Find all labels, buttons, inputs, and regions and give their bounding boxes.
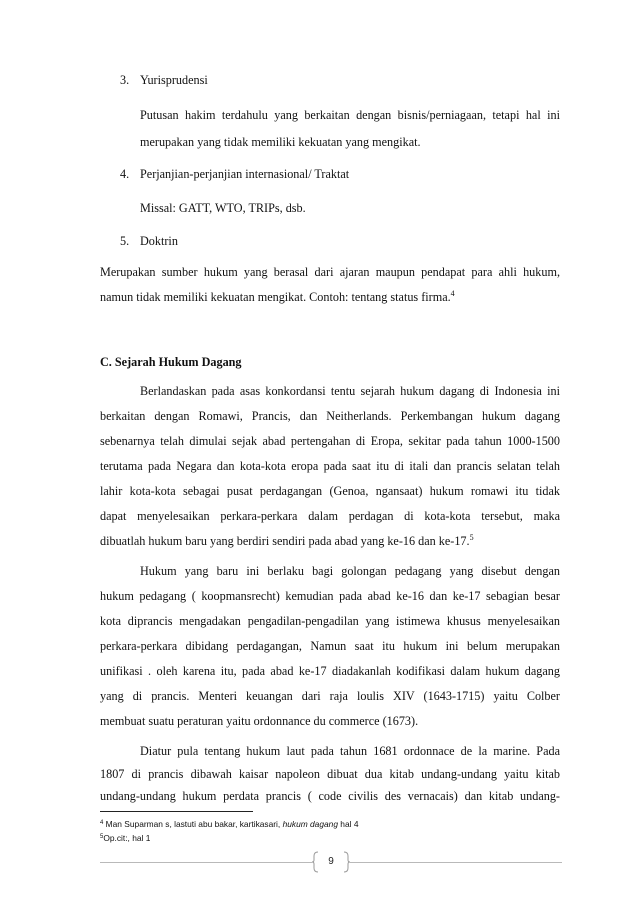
paragraph-line: perkara-perkara dibidang perdagangan, Namun saat itu hukum ini belum merupakan <box>100 639 560 653</box>
paragraph-line: Merupakan sumber hukum yang berasal dari ajaran maupun pendapat para ahli hukum, <box>100 265 560 279</box>
paragraph-line: berkaitan dengan Romawi, Prancis, dan Neitherlands. Perkembangan hukum dagang <box>100 409 560 423</box>
footer-rule-left <box>100 862 312 863</box>
list-item-title: Doktrin <box>140 234 178 248</box>
paragraph-line: terutama pada Negara dan kota-kota eropa pada saat itu di itali dan prancis selatan telah <box>100 459 560 473</box>
list-item-desc-line: merupakan yang tidak memiliki kekuatan yang mengikat. <box>140 135 421 149</box>
paragraph-line: yang di prancis. Menteri keuangan dari raja loulis XIV (1643-1715) yaitu Colber <box>100 689 560 703</box>
paragraph-line: kota diprancis mengadakan pengadilan-pengadilan yang istimewa khusus menyelesaikan <box>100 614 560 628</box>
paragraph-line: sebenarnya telah dimulai sejak abad pertengahan di Eropa, sekitar pada tahun 1000-1500 <box>100 434 560 448</box>
section-heading: C. Sejarah Hukum Dagang <box>100 355 242 369</box>
paragraph-line: 1807 di prancis dibawah kaisar napoleon dibuat dua kitab undang-undang yaitu kitab <box>100 767 560 781</box>
footnote-ref: 4 <box>450 289 455 298</box>
paragraph-line: hukum pedagang ( koopmansrecht) kemudian pada abad ke-16 dan ke-17 sebagian besar <box>100 589 560 603</box>
paragraph-line: Hukum yang baru ini berlaku bagi golongan pedagang yang disebut dengan <box>140 564 560 578</box>
paragraph-line: unifikasi . oleh karena itu, pada abad ke-17 diadakanlah kodifikasi dalam hukum dagang <box>100 664 560 678</box>
list-number: 5. <box>120 234 130 248</box>
paragraph-line: lahir kota-kota sebagai pusat perdagangan (Genoa, ngansaat) hukum romawi itu tidak <box>100 484 560 498</box>
paragraph-line: dapat menyelesaikan perkara-perkara dalam perdagan di kota-kota tersebut, maka <box>100 509 560 523</box>
footer-rule-right <box>350 862 562 863</box>
paragraph-line: namun tidak memiliki kekuatan mengikat. Contoh: tentang status firma.$^4$ <box>100 289 455 304</box>
paragraph-line: Diatur pula tentang hukum laut pada tahun 1681 ordonnace de la marine. Pada <box>140 744 560 758</box>
paragraph-line: dibuatlah hukum baru yang berdiri sendiri pada abad yang ke-16 dan ke-17.$^5$ <box>100 533 474 548</box>
footnote: $^5$Op.cit:, hal 1 <box>100 833 151 843</box>
list-number: 4. <box>120 167 130 181</box>
footnote-ref: 5 <box>469 533 474 542</box>
list-item-desc-line: Putusan hakim terdahulu yang berkaitan dengan bisnis/perniagaan, tetapi hal ini <box>140 108 560 122</box>
list-item-title: Yurisprudensi <box>140 73 208 87</box>
footnote: $^4$ Man Suparman s, lastuti abu bakar, kartikasari, hukum dagang hal 4 <box>100 819 359 829</box>
list-item-desc-line: Missal: GATT, WTO, TRIPs, dsb. <box>140 201 306 215</box>
page-number: 9 <box>328 856 334 867</box>
paragraph-line: Berlandaskan pada asas konkordansi tentu sejarah hukum dagang di Indonesia ini <box>140 384 560 398</box>
paragraph-line: membuat suatu peraturan yaitu ordonnance du commerce (1673). <box>100 714 419 728</box>
list-item-title: Perjanjian-perjanjian internasional/ Traktat <box>140 167 350 181</box>
paragraph-line: undang-undang hukum perdata prancis ( code civilis des vernacais) dan kitab undang- <box>100 789 560 803</box>
list-number: 3. <box>120 73 130 87</box>
footnote-separator <box>100 811 253 812</box>
